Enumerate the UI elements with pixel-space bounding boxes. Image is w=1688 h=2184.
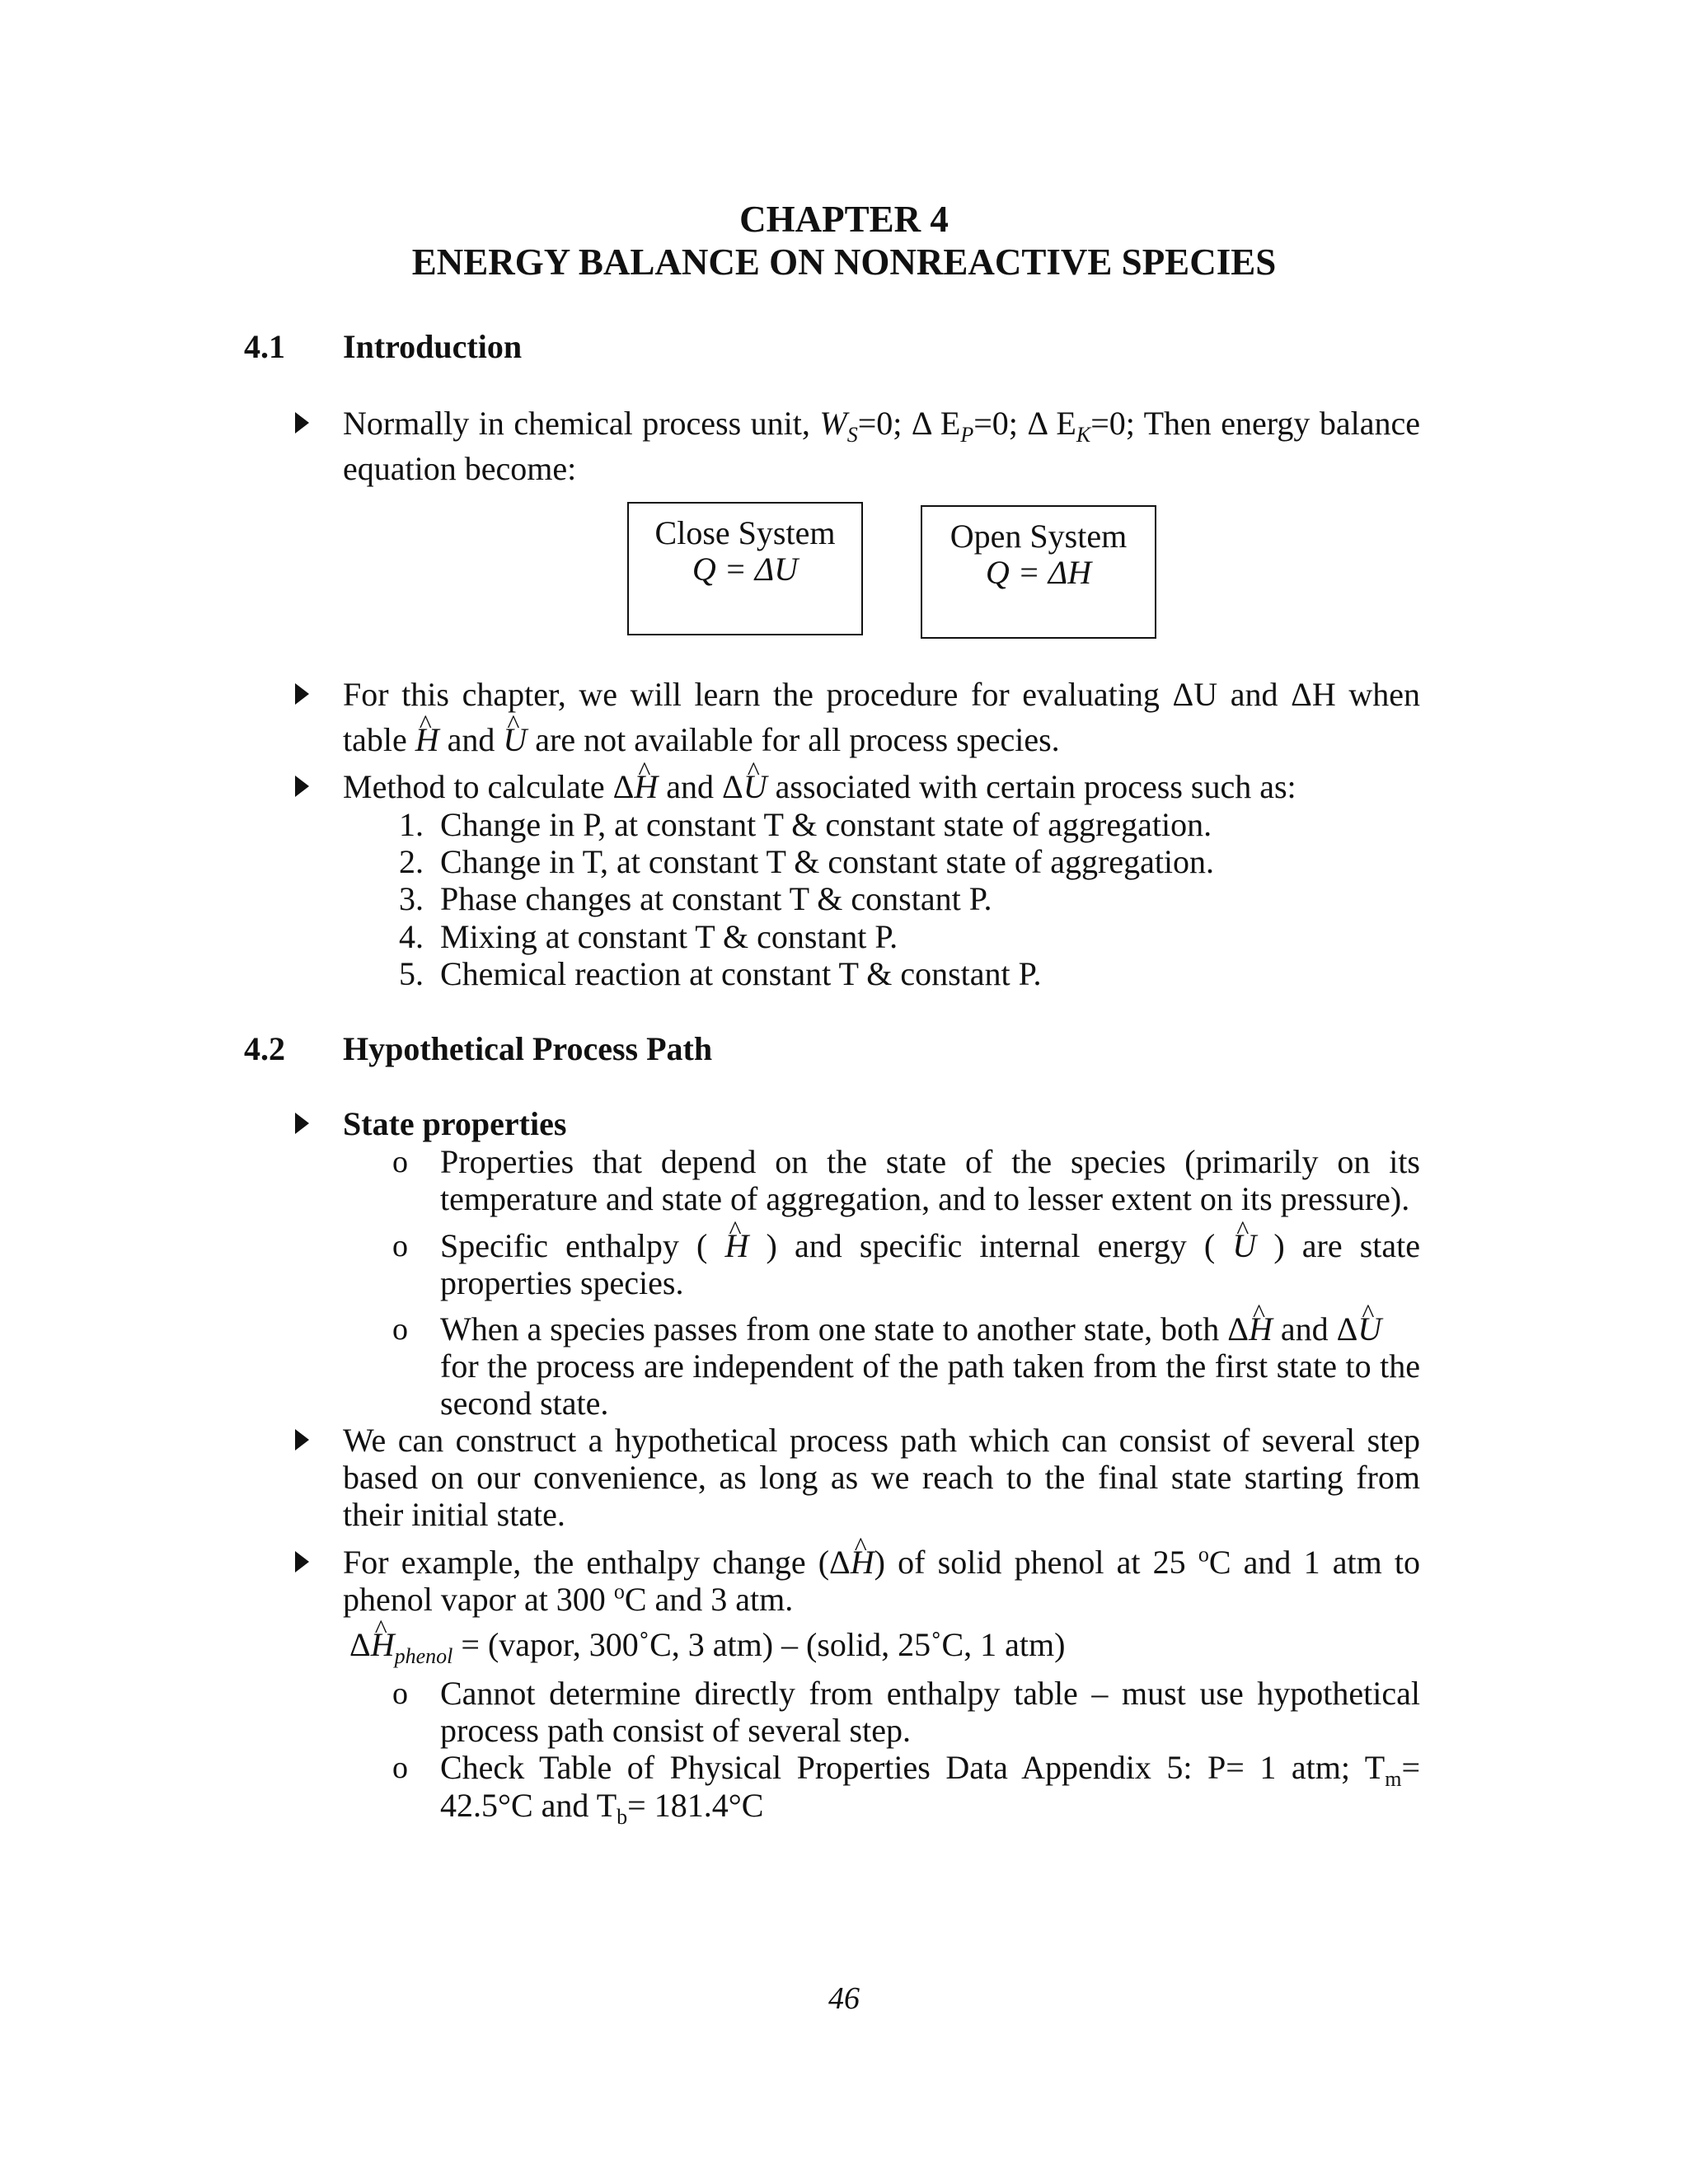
list-item-number: 1. bbox=[399, 806, 424, 843]
state-properties-item-1: Properties that depend on the state of the species (primarily on its temperature and state of aggregation, and to lesser extent on its pressure). bbox=[440, 1143, 1420, 1217]
list-item: Change in P, at constant T & constant state of aggregation. bbox=[440, 806, 1212, 843]
construct-path-bullet: We can construct a hypothetical process path which can consist of several step based on our convenience, as long as we reach to the final state starting from their initial state. bbox=[343, 1422, 1420, 1533]
state-properties-item-2-line2: properties species. bbox=[440, 1264, 684, 1301]
method-bullet: Method to calculate Δ^ H and Δ^ U associated with certain process such as: bbox=[343, 768, 1420, 806]
bullet-arrow-icon bbox=[295, 683, 309, 705]
bullet-arrow-icon bbox=[295, 776, 309, 797]
example-sub-item-2-line2: 42.5°C and $T_b= 181.4^\circ C$ bbox=[440, 1787, 764, 1829]
close-system-label: Close System bbox=[654, 514, 836, 551]
example-sub-item-1: Cannot determine directly from enthalpy table – must use hypothetical process path consist of several step. bbox=[440, 1675, 1420, 1749]
sub-bullet-marker: o bbox=[392, 1145, 408, 1179]
open-system-label: Open System bbox=[950, 518, 1128, 555]
state-properties-item-3-line3: second state. bbox=[440, 1385, 609, 1422]
intro-bullet-line2: equation become: bbox=[343, 450, 577, 487]
open-system-equation: Q = ΔH bbox=[985, 554, 1092, 591]
close-system-box bbox=[627, 502, 863, 635]
chapter-number: CHAPTER 4 bbox=[739, 199, 949, 240]
section-title-introduction: Introduction bbox=[343, 328, 523, 365]
bullet-arrow-icon bbox=[295, 412, 309, 434]
list-item-number: 5. bbox=[399, 955, 424, 992]
section-number-4-1: 4.1 bbox=[244, 328, 285, 365]
bullet-arrow-icon bbox=[295, 1429, 309, 1451]
state-properties-heading: State properties bbox=[343, 1105, 567, 1142]
close-system-equation: Q = ΔU bbox=[692, 551, 799, 588]
section-title-hypothetical-process-path: Hypothetical Process Path bbox=[343, 1030, 713, 1067]
procedure-bullet-line1: For this chapter, we will learn the procedure for evaluating ΔU and ΔH when bbox=[343, 676, 1420, 713]
open-system-box bbox=[921, 505, 1156, 639]
bullet-arrow-icon bbox=[295, 1113, 309, 1134]
page-number: 46 bbox=[828, 1981, 860, 2016]
list-item: Mixing at constant T & constant P. bbox=[440, 918, 898, 955]
list-item-number: 3. bbox=[399, 880, 424, 917]
example-line1: For example, the enthalpy change (Δ^ H) of solid phenol at 25 $^o$C and 1 atm to bbox=[343, 1544, 1420, 1582]
phenol-enthalpy-equation: Δ^ $H_{phenol}$ = (vapor, 300˚C, 3 atm) – (solid, 25˚C, 1 atm) bbox=[349, 1626, 1427, 1664]
list-item: Phase changes at constant T & constant P. bbox=[440, 880, 992, 917]
procedure-bullet-line2: table ^ H and ^ U are not available for all process species. bbox=[343, 721, 1420, 759]
example-sub-item-2-line1: Check Table of Physical Properties Data Appendix 5: P= 1 atm; $T_m=$ bbox=[440, 1749, 1420, 1791]
intro-bullet-line1: Normally in chemical process unit, $W_S=0$; Δ $E_P=0$; Δ $E_K=0$; Then energy balance bbox=[343, 405, 1421, 447]
sub-bullet-marker: o bbox=[392, 1750, 408, 1785]
list-item-number: 4. bbox=[399, 918, 424, 955]
list-item-number: 2. bbox=[399, 843, 424, 880]
section-number-4-2: 4.2 bbox=[244, 1030, 285, 1067]
sub-bullet-marker: o bbox=[392, 1676, 408, 1711]
state-properties-item-3-line1: When a species passes from one state to another state, both Δ^ H and Δ^ U bbox=[440, 1310, 1420, 1348]
list-item: Change in T, at constant T & constant state of aggregation. bbox=[440, 843, 1215, 880]
chapter-title: ENERGY BALANCE ON NONREACTIVE SPECIES bbox=[411, 241, 1277, 283]
list-item: Chemical reaction at constant T & constant P. bbox=[440, 955, 1042, 992]
example-line2: phenol vapor at 300 $^o$C and 3 atm. bbox=[343, 1579, 794, 1618]
state-properties-item-3-line2: for the process are independent of the path taken from the first state to the bbox=[440, 1347, 1420, 1385]
state-properties-item-2-line1: Specific enthalpy ( ^ H ) and specific internal energy ( ^ U ) are state bbox=[440, 1227, 1420, 1265]
bullet-arrow-icon bbox=[295, 1551, 309, 1572]
sub-bullet-marker: o bbox=[392, 1312, 408, 1347]
sub-bullet-marker: o bbox=[392, 1229, 408, 1263]
